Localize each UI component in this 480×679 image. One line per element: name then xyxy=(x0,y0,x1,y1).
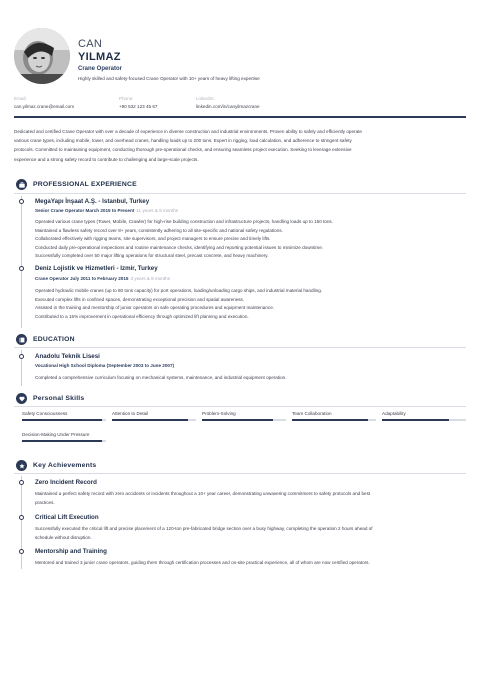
experience-heading: PROFESSIONAL EXPERIENCE xyxy=(33,181,137,188)
timeline-dot xyxy=(19,515,24,520)
skill-bar-fill xyxy=(382,419,449,421)
degree-dates: Vocational High School Diploma (September 2003 to June 2007) xyxy=(35,363,175,368)
list-item: Maintained a flawless safety record over 8+ years, consistently adhering to all site-specific and national safety regulations. xyxy=(35,227,283,233)
summary-line: protocols. Committed to maintaining equipment, conducting thorough pre-operational checks, and ensuring seamless project execution. Seeking to leverage extensive xyxy=(14,147,352,153)
heart-icon xyxy=(16,393,27,404)
achievement-line: practices. xyxy=(35,499,55,505)
timeline-dot xyxy=(19,480,24,485)
section-divider xyxy=(14,193,466,194)
timeline-dot xyxy=(19,266,24,271)
achievement-description xyxy=(35,490,465,508)
email-link[interactable]: can.yilmaz.crane@email.com xyxy=(14,104,75,109)
contact-phone xyxy=(119,96,157,109)
skill-bar xyxy=(22,440,106,442)
skill-bar xyxy=(202,419,286,421)
achievement-title: Zero Incident Record xyxy=(35,479,97,486)
skill-bar xyxy=(22,419,106,421)
briefcase-icon xyxy=(16,179,27,190)
phone-label: Phone: xyxy=(119,96,134,101)
skill-item xyxy=(292,411,376,421)
job-bullets xyxy=(35,287,322,321)
achievement-description xyxy=(35,559,465,568)
job-role-dates xyxy=(35,208,178,213)
star-icon xyxy=(16,460,27,471)
achievement-line: Maintained a perfect safety record with zero accidents or incidents throughout a 10+ year career, demonstrating unwavering commitment to safety protocols and best xyxy=(35,491,371,496)
achievements-timeline xyxy=(21,476,22,569)
section-divider xyxy=(14,406,466,407)
skill-name: Adaptability xyxy=(382,411,406,416)
skill-name: Safety Consciousness xyxy=(22,411,68,416)
contact-email xyxy=(14,96,74,109)
achievement-line: schedule without disruption. xyxy=(35,534,92,540)
summary-line: Dedicated and certified Crane Operator with over a decade of experience in diverse construction and industrial environments. Proven ability to safely and efficiently operate xyxy=(14,129,362,134)
skill-bar xyxy=(292,419,376,421)
job-duration: 11 years & 5 months xyxy=(136,208,179,213)
section-divider xyxy=(14,473,466,474)
timeline-dot xyxy=(19,549,24,554)
job-role-dates-text: Senior Crane Operator March 2015 to Present xyxy=(35,208,135,213)
profile-summary xyxy=(14,127,466,164)
achievement-title: Mentorship and Training xyxy=(35,548,107,555)
school-name: Anadolu Teknik Lisesi xyxy=(35,353,100,360)
education-description: Completed a comprehensive curriculum focusing on mechanical systems, maintenance, and industrial equipment operation. xyxy=(35,375,287,380)
list-item: Collaborated effectively with rigging teams, site supervisors, and project managers to ensure precise and timely lifts. xyxy=(35,236,271,242)
job-company: MegaYapı İnşaat A.Ş. - Istanbul, Turkey xyxy=(35,198,150,205)
header-divider xyxy=(14,116,466,118)
skill-bar xyxy=(112,419,196,421)
achievement-title: Critical Lift Execution xyxy=(35,514,99,521)
linkedin-link[interactable]: linkedin.com/in/canyilmazcrane xyxy=(196,104,260,109)
skill-item xyxy=(22,411,106,421)
list-item: Operated hydraulic mobile cranes (up to 80 tons capacity) for port operations, loading/unloading cargo ships, and industrial material handling. xyxy=(35,288,323,293)
skill-item xyxy=(202,411,286,421)
skill-item xyxy=(112,411,196,421)
skills-heading: Personal Skills xyxy=(33,395,85,402)
skill-name: Attention to Detail xyxy=(112,411,149,416)
tagline: Highly skilled and safety-focused Crane Operator with 10+ years of heavy lifting expertise xyxy=(78,76,260,81)
job-bullets xyxy=(35,218,333,261)
book-icon xyxy=(16,334,27,345)
skill-bar xyxy=(382,419,466,421)
education-heading: EDUCATION xyxy=(33,336,75,343)
achievement-line: Successfully executed the critical lift and precise placement of a 120-ton pre-fabricated bridge section over a busy highway, completing the operation 2 hours ahead of xyxy=(35,526,373,531)
job-title: Crane Operator xyxy=(78,66,123,72)
achievements-heading: Key Achievements xyxy=(33,462,97,469)
skill-name: Decision-Making Under Pressure xyxy=(22,432,90,437)
list-item: Contributed to a 15% improvement in operational efficiency through optimized lift planning and execution. xyxy=(35,313,249,319)
skill-bar-fill xyxy=(202,419,273,421)
contact-linkedin xyxy=(196,96,260,109)
section-divider xyxy=(14,347,466,348)
list-item: Operated various crane types (Tower, Mobile, Crawler) for high-rise building construction and infrastructure projects, handling loads up to 150 tons. xyxy=(35,219,333,224)
achievement-description xyxy=(35,525,465,543)
job-role-dates-text: Crane Operator July 2011 to February 2015 xyxy=(35,276,129,281)
job-role-dates xyxy=(35,276,170,281)
phone-value: +90 532 123 45 67 xyxy=(119,104,158,109)
skill-name: Team Collaboration xyxy=(292,411,332,416)
first-name: CAN xyxy=(78,38,103,50)
list-item: Assisted in the training and mentorship of junior operators on safe operating procedures and equipment maintenance. xyxy=(35,305,275,311)
email-label: Email: xyxy=(14,96,27,101)
skill-bar-fill xyxy=(292,419,368,421)
job-company: Deniz Lojistik ve Hizmetleri - Izmir, Turkey xyxy=(35,265,158,272)
timeline-dot xyxy=(19,199,24,204)
skill-name: Problem-Solving xyxy=(202,411,236,416)
achievement-line: Mentored and trained 3 junior crane operators, guiding them through certification processes and on-site practical experience, all of whom are now certified operators. xyxy=(35,560,370,565)
summary-line: experience and a strong safety record to contribute to challenging and large-scale projects. xyxy=(14,156,199,162)
linkedin-label: LinkedIn: xyxy=(196,96,215,101)
skill-bar-fill xyxy=(22,440,102,442)
skill-item xyxy=(382,411,466,421)
skill-bar-fill xyxy=(22,419,102,421)
summary-line: various crane types, including mobile, tower, and overhead cranes, handling loads up to 200 tons. Expert in rigging, load calculation, and adherence to stringent safety xyxy=(14,138,352,144)
list-item: Executed complex lifts in confined spaces, demonstrating exceptional precision and spatial awareness. xyxy=(35,296,245,302)
skill-bar-fill xyxy=(112,419,188,421)
list-item: Conducted daily pre-operational inspections and routine maintenance checks, identifying and reporting potential issues to minimize downtime. xyxy=(35,244,324,250)
skill-item xyxy=(22,432,106,442)
job-duration: 3 years & 8 months xyxy=(130,276,171,281)
list-item: Successfully completed over 50 major lifting operations for structural steel, precast concrete, and heavy machinery. xyxy=(35,253,269,259)
last-name: YILMAZ xyxy=(78,51,121,63)
timeline-dot xyxy=(19,354,24,359)
profile-photo xyxy=(14,28,70,84)
experience-timeline xyxy=(21,196,22,328)
